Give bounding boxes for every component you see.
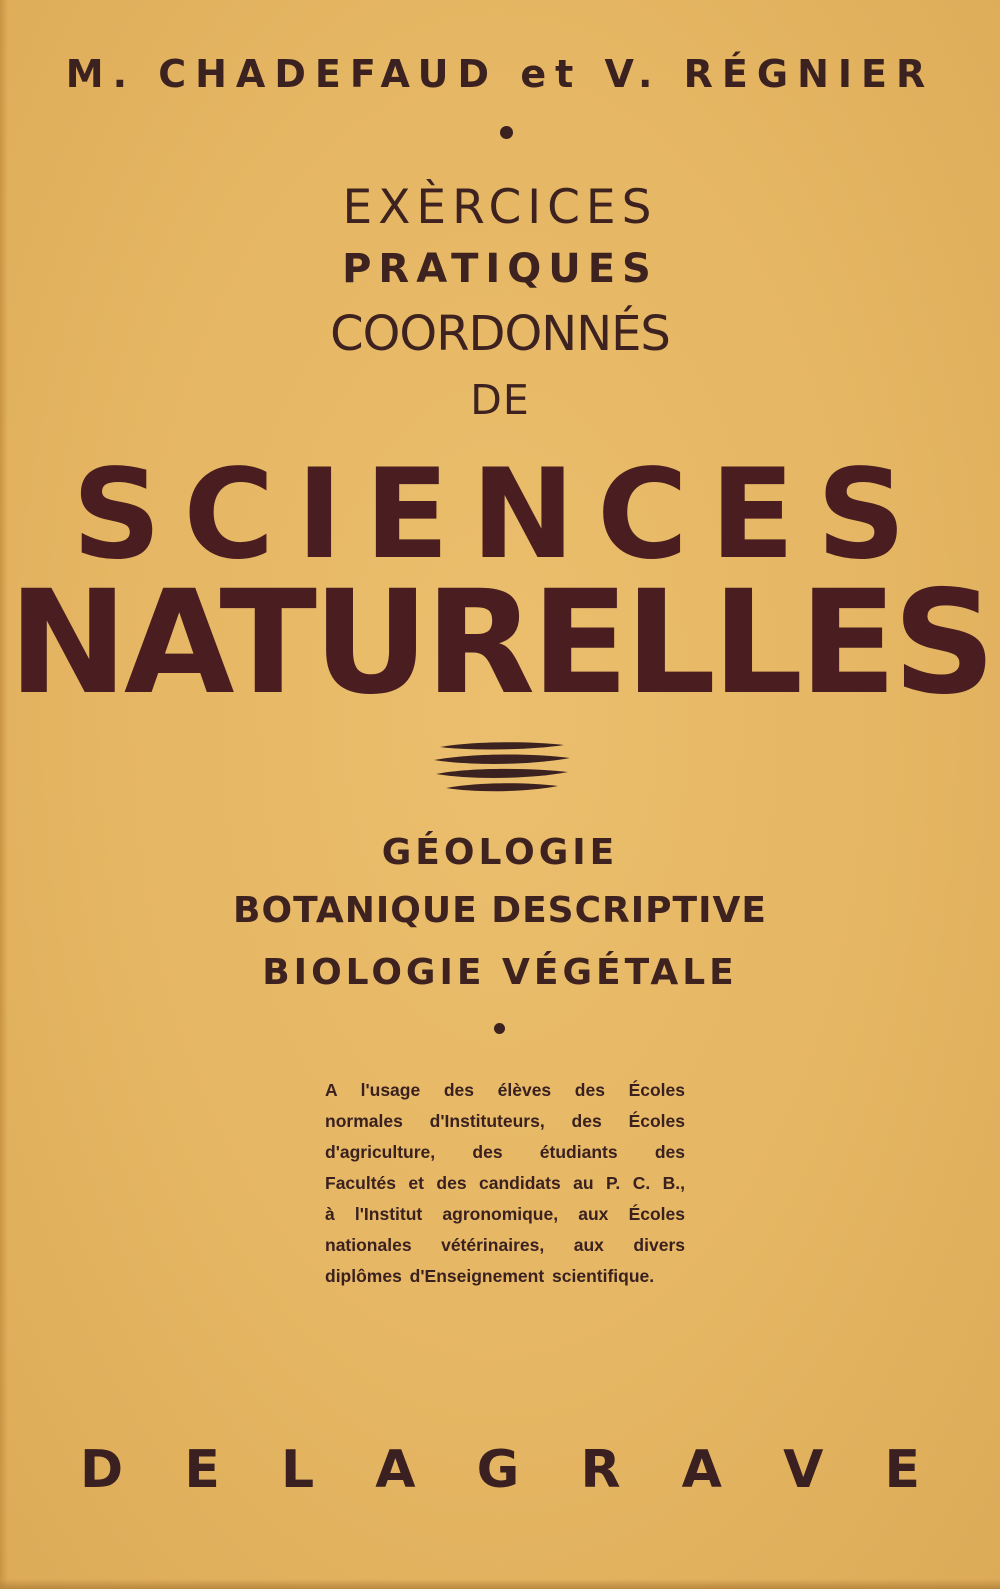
- subtitle-line-1: EXÈRCICES: [342, 180, 658, 235]
- ornament-swash-icon: [432, 738, 572, 798]
- publisher-letter: R: [580, 1440, 621, 1500]
- usage-paragraph: [325, 1075, 685, 1292]
- usage-line: A l'usage des élèves des Écoles: [325, 1080, 685, 1100]
- publisher-letter: A: [681, 1440, 722, 1500]
- publisher-letter: D: [80, 1440, 124, 1500]
- publisher-name: [80, 1440, 920, 1500]
- subject-geologie: GÉOLOGIE: [381, 832, 619, 873]
- usage-line: diplômes d'Enseignement scientifique.: [325, 1266, 655, 1286]
- usage-line: d'agriculture, des étudiants des: [325, 1142, 685, 1162]
- usage-line: normales d'Instituteurs, des Écoles: [325, 1111, 685, 1131]
- subtitle-line-4: DE: [470, 376, 530, 424]
- ornament-dot-bottom: [494, 1023, 505, 1034]
- authors: M. CHADEFAUD et V. RÉGNIER: [65, 52, 935, 96]
- usage-line: Facultés et des candidats au P. C. B.,: [325, 1173, 685, 1193]
- publisher-letter: A: [375, 1440, 416, 1500]
- subtitle-line-2: PRATIQUES: [342, 246, 658, 292]
- title-sciences: SCIENCES: [72, 443, 928, 587]
- subject-biologie: BIOLOGIE VÉGÉTALE: [262, 952, 738, 993]
- subject-botanique: BOTANIQUE DESCRIPTIVE: [233, 890, 767, 931]
- publisher-letter: E: [184, 1440, 220, 1500]
- title-naturelles: NATURELLES: [8, 559, 992, 726]
- usage-line: à l'Institut agronomique, aux Écoles: [325, 1204, 685, 1224]
- ornament-dot-top: [500, 126, 513, 139]
- publisher-letter: G: [476, 1440, 520, 1500]
- publisher-letter: V: [783, 1440, 824, 1500]
- subtitle-line-3: COORDONNÉS: [330, 306, 670, 362]
- publisher-letter: E: [884, 1440, 920, 1500]
- usage-line: nationales vétérinaires, aux divers: [325, 1235, 685, 1255]
- publisher-letter: L: [280, 1440, 315, 1500]
